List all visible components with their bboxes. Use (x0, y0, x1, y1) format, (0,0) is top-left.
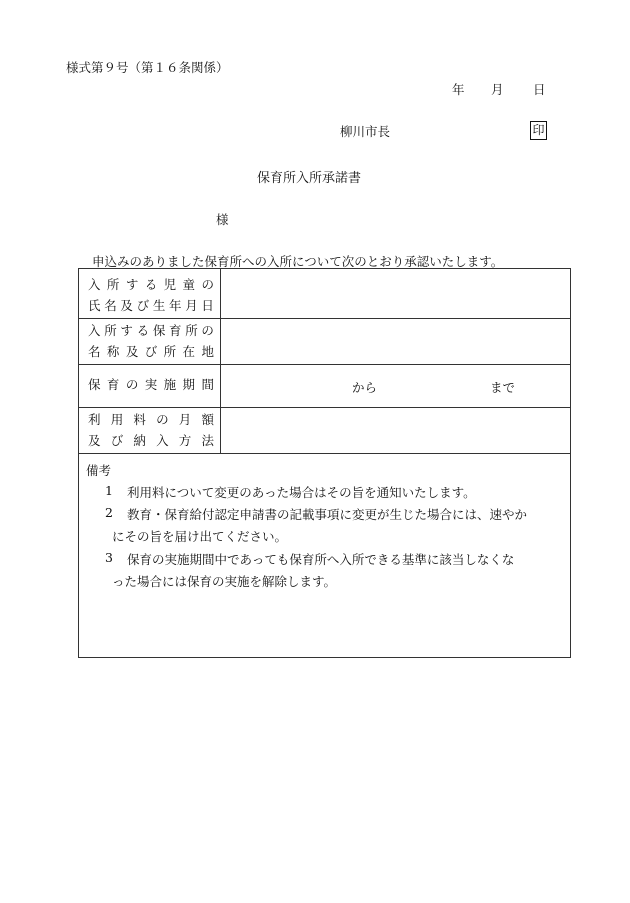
label-char: 称 (106, 344, 120, 359)
label-char: 年 (169, 298, 182, 313)
label-char: 納 (133, 433, 146, 448)
addressee-suffix: 様 (216, 212, 229, 227)
label-char: 保 (88, 377, 101, 392)
label-char: 実 (144, 377, 158, 392)
remark-1-text: 利用料について変更のあった場合はその旨を通知いたします。 (127, 485, 476, 500)
row-divider (79, 318, 570, 319)
date-month-label: 月 (491, 82, 504, 97)
row-divider (79, 453, 570, 454)
label-char: 方 (178, 433, 192, 448)
label-char: 名 (104, 298, 117, 313)
label-char: る (136, 323, 150, 338)
document-title: 保育所入所承諾書 (257, 171, 362, 186)
label-char: る (144, 277, 158, 292)
intro-text: 申込みのありました保育所への入所について次のとおり承認いたします。 (92, 254, 504, 269)
remark-2-text-line1: 教育・保育給付認定申請書の記載事項に変更が生じた場合には、速やか (127, 507, 528, 522)
label-char: 地 (201, 344, 214, 359)
label-char: 入 (156, 433, 169, 448)
label-char: 期 (182, 377, 196, 392)
remark-2-number: 2 (105, 505, 113, 520)
label-char: 利 (88, 412, 101, 427)
label-char: 及 (120, 298, 133, 313)
row4-label-line1 (88, 413, 214, 427)
issuer-name: 柳川市長 (340, 124, 391, 139)
label-char: 月 (185, 298, 198, 313)
seal-mark: 印 (530, 121, 547, 140)
label-char: 及 (125, 344, 139, 359)
label-char: 所 (185, 323, 198, 338)
row2-label-line2 (88, 345, 214, 359)
label-char: 入 (88, 277, 101, 292)
period-from-label: から (352, 380, 378, 395)
label-char: 入 (88, 323, 101, 338)
row-divider (79, 407, 570, 408)
label-char: の (125, 377, 139, 392)
label-char: 法 (201, 433, 214, 448)
label-char: 在 (182, 344, 196, 359)
date-year-label: 年 (452, 82, 465, 97)
row-divider (79, 364, 570, 365)
label-char: び (144, 344, 158, 359)
period-to-label: まで (490, 380, 516, 395)
row1-label-line1 (88, 278, 214, 292)
row2-label-line1 (88, 324, 214, 338)
label-char: す (120, 323, 133, 338)
remarks-heading: 備考 (86, 463, 112, 478)
label-char: の (201, 323, 214, 338)
label-char: 料 (133, 412, 146, 427)
label-char: び (110, 433, 124, 448)
date-day-label: 日 (533, 82, 546, 97)
row1-label-line2 (88, 299, 214, 313)
approval-table (78, 268, 571, 658)
label-char: 所 (104, 323, 117, 338)
remark-3-text-line2: った場合には保育の実施を解除します。 (112, 574, 337, 589)
column-divider (220, 269, 221, 453)
label-char: 月 (178, 412, 192, 427)
label-char: 育 (169, 323, 182, 338)
label-char: 及 (88, 433, 101, 448)
label-char: 用 (110, 412, 124, 427)
label-char: 施 (163, 377, 177, 392)
label-char: 氏 (88, 298, 101, 313)
label-char: 児 (163, 277, 177, 292)
label-char: 所 (106, 277, 120, 292)
label-char: 名 (88, 344, 101, 359)
row4-label-line2 (88, 434, 214, 448)
label-char: 童 (182, 277, 196, 292)
label-char: 間 (201, 377, 214, 392)
row3-label (88, 378, 214, 392)
label-char: す (125, 277, 139, 292)
remark-2-text-line2: にその旨を届け出てください。 (112, 529, 288, 544)
label-char: 日 (201, 298, 214, 313)
label-char: び (136, 298, 150, 313)
label-char: 所 (163, 344, 177, 359)
remark-3-number: 3 (105, 550, 113, 565)
label-char: の (156, 412, 169, 427)
form-number: 様式第９号（第１６条関係） (66, 60, 229, 75)
label-char: 生 (152, 298, 166, 313)
remark-3-text-line1: 保育の実施期間中であっても保育所へ入所できる基準に該当しなくな (127, 552, 515, 567)
label-char: 育 (106, 377, 120, 392)
remark-1-number: 1 (105, 483, 113, 498)
label-char: 保 (152, 323, 166, 338)
label-char: 額 (201, 412, 214, 427)
label-char: の (201, 277, 214, 292)
